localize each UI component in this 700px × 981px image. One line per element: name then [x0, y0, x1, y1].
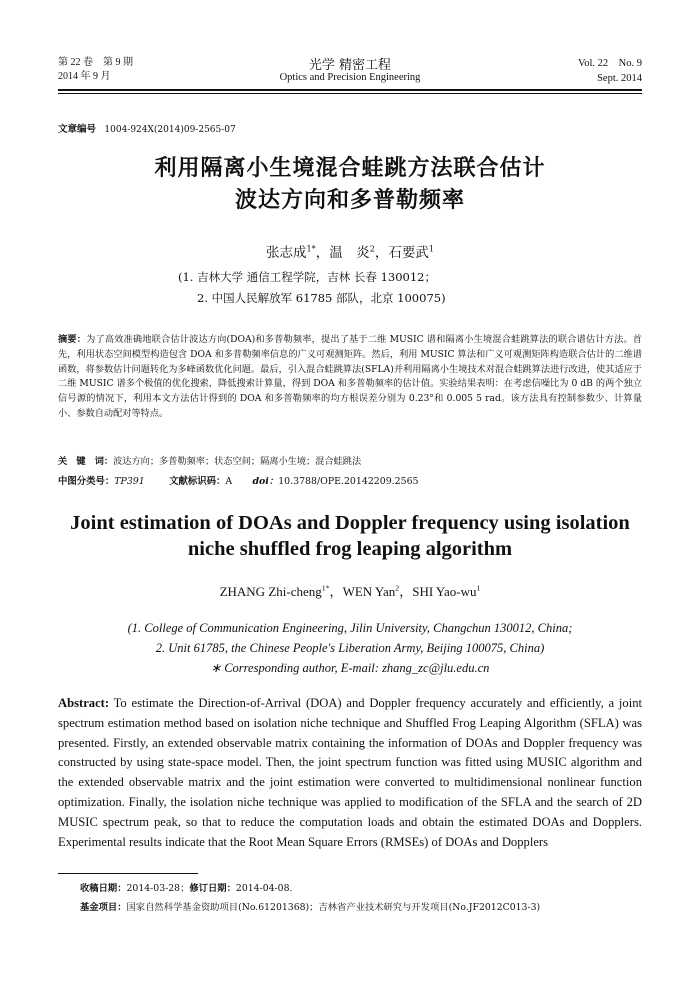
- article-number-value: 1004-924X(2014)09-2565-07: [104, 125, 236, 135]
- author-en-3: SHI Yao-wu: [412, 584, 477, 599]
- affiliation-cn-2: 2. 中国人民解放军 61785 部队，北京 100075): [197, 291, 446, 305]
- authors-cn: [0, 241, 700, 261]
- author-cn-2: 温 炎: [329, 245, 370, 261]
- article-number-label: 文章编号: [58, 124, 97, 135]
- keywords-cn: [58, 455, 642, 470]
- author-en-sep-2: ，: [399, 584, 413, 599]
- journal-name-en: Optics and Precision Engineering: [279, 72, 421, 83]
- title-cn-line1: 利用隔离小生境混合蛙跳方法联合估计: [154, 156, 546, 181]
- header-date-cn: 2014 年 9 月: [58, 71, 111, 82]
- abstract-en-label: Abstract:: [58, 696, 110, 710]
- fund-label: 基金项目：: [80, 902, 127, 913]
- author-en-sep-1: ，: [329, 584, 343, 599]
- title-en-line1: Joint estimation of DOAs and Doppler frequency using isolation: [70, 512, 630, 534]
- revised-label: 修订日期：: [189, 883, 236, 894]
- doi-label: doi：: [252, 476, 279, 487]
- received-label: 收稿日期：: [80, 883, 127, 894]
- authors-en: [0, 581, 700, 600]
- author-cn-2-mark: 2: [369, 243, 375, 254]
- author-en-1: ZHANG Zhi-cheng: [219, 584, 322, 599]
- header-rule-top: [58, 89, 642, 91]
- abstract-en: [58, 694, 642, 852]
- author-en-1-mark: 1*: [321, 583, 330, 593]
- abstract-en-text: To estimate the Direction-of-Arrival (DOA) and Doppler frequency accurately and efficiently, a joint spectrum estimation method based on isolation niche technique and Shuffled Frog Leaping Algorithm (SFLA) was presented. Firstly, an extended observable matrix containing the information of DOAs and Doppler frequency was constructed by using state-space model. Then, the joint spectrum function was fitted using MUSIC algorithm and the extended observable matrix and the joint estimation were converted to multidimensional nonlinear function optimization. Finally, the isolation niche technique was applied to modification of the SFLA and the search of 2D MUSIC spectrum peak, so that to reduce the computation loads and obtain the estimated DOAs and Dopplers. Experimental results indicate that the Root Mean Square Errors (RMSEs) of DOAs and Dopplers: [58, 696, 642, 849]
- author-cn-sep-1: ，: [315, 245, 330, 261]
- author-cn-3: 石要武: [388, 245, 429, 261]
- clc-label: 中图分类号：: [58, 476, 115, 487]
- doc-code-value: A: [225, 476, 233, 487]
- author-cn-1: 张志成: [265, 245, 307, 261]
- abstract-cn-text: 为了高效准确地联合估计波达方向(DOA)和多普勒频率，提出了基于二维 MUSIC 谱和隔离小生境混合蛙跳算法的联合谱估计方法。首先，利用状态空间模型构造包含 DOA 和多普勒频率信息的广义可观测矩阵。然后，利用 MUSIC 算法和广义可观测矩阵构造联合估计的二维谱函数，将参数估计问题转化为多峰函数优化问题。最后，引入混合蛙跳算法(SFLA)并利用隔离小生境技术对混合蛙跳算法进行改进，使其适应于二维 MUSIC 谱多个极值的优化搜索，降低搜索计算量，得到 DOA 和多普勒频率的估计值。实验结果表明：在考虑信噪比为 0 dB 的两个独立信号源的情况下，利用本文方法估计得到的 DOA 和多普勒频率的均方根误差分别为 0.23°和 0.005 5 rad。该方法具有控制参数少、计算量小、参数自动配对等特点。: [58, 334, 642, 419]
- abstract-cn: [58, 333, 642, 422]
- author-en-2-mark: 2: [395, 583, 400, 593]
- affiliation-en-1: (1. College of Communication Engineering, Jilin University, Changchun 130012, China;: [127, 621, 573, 635]
- footnote-funding: [80, 899, 540, 913]
- author-cn-3-mark: 1: [428, 243, 434, 254]
- article-number: [58, 121, 236, 135]
- affiliation-en-2: 2. Unit 61785, the Chinese People's Liberation Army, Beijing 100075, China): [155, 641, 545, 655]
- header-issue: 第 22 卷 第 9 期: [58, 57, 133, 68]
- header-rule-bottom: [58, 93, 642, 94]
- journal-name-cn: 光学 精密工程: [308, 58, 392, 73]
- footnote-dates: [80, 880, 292, 894]
- doc-code-label: 文献标识码：: [169, 476, 226, 487]
- author-cn-sep-2: ，: [374, 245, 389, 261]
- received-date: 2014-03-28；: [126, 883, 190, 894]
- abstract-cn-label: 摘要：: [58, 334, 87, 345]
- title-cn-line2: 波达方向和多普勒频率: [234, 188, 465, 213]
- author-en-2: WEN Yan: [342, 584, 396, 599]
- affiliation-cn-1: (1. 吉林大学 通信工程学院，吉林 长春 130012；: [178, 270, 436, 284]
- doi-value: 10.3788/OPE.20142209.2565: [278, 476, 419, 487]
- author-cn-1-mark: 1*: [306, 243, 316, 254]
- fund-text: 国家自然科学基金资助项目(No.61201368)；吉林省产业技术研究与开发项目(No.JF2012C013-3): [126, 902, 541, 913]
- clc-value: TP391: [114, 476, 145, 487]
- header-date-en: Sept. 2014: [597, 73, 642, 84]
- author-en-3-mark: 1: [476, 583, 481, 593]
- title-en-line2: niche shuffled frog leaping algorithm: [187, 538, 513, 560]
- keywords-cn-text: 波达方向；多普勒频率；状态空间；隔离小生境；混合蛙跳法: [113, 456, 362, 467]
- footnote-rule: [58, 873, 198, 874]
- corresponding-author: ∗ Corresponding author, E-mail: zhang_zc@jlu.edu.cn: [210, 661, 490, 675]
- header-volume: Vol. 22 No. 9: [578, 58, 642, 69]
- classification-line: [58, 473, 419, 487]
- keywords-cn-label: 关 键 词：: [58, 456, 114, 467]
- revised-date: 2014-04-08.: [235, 883, 293, 894]
